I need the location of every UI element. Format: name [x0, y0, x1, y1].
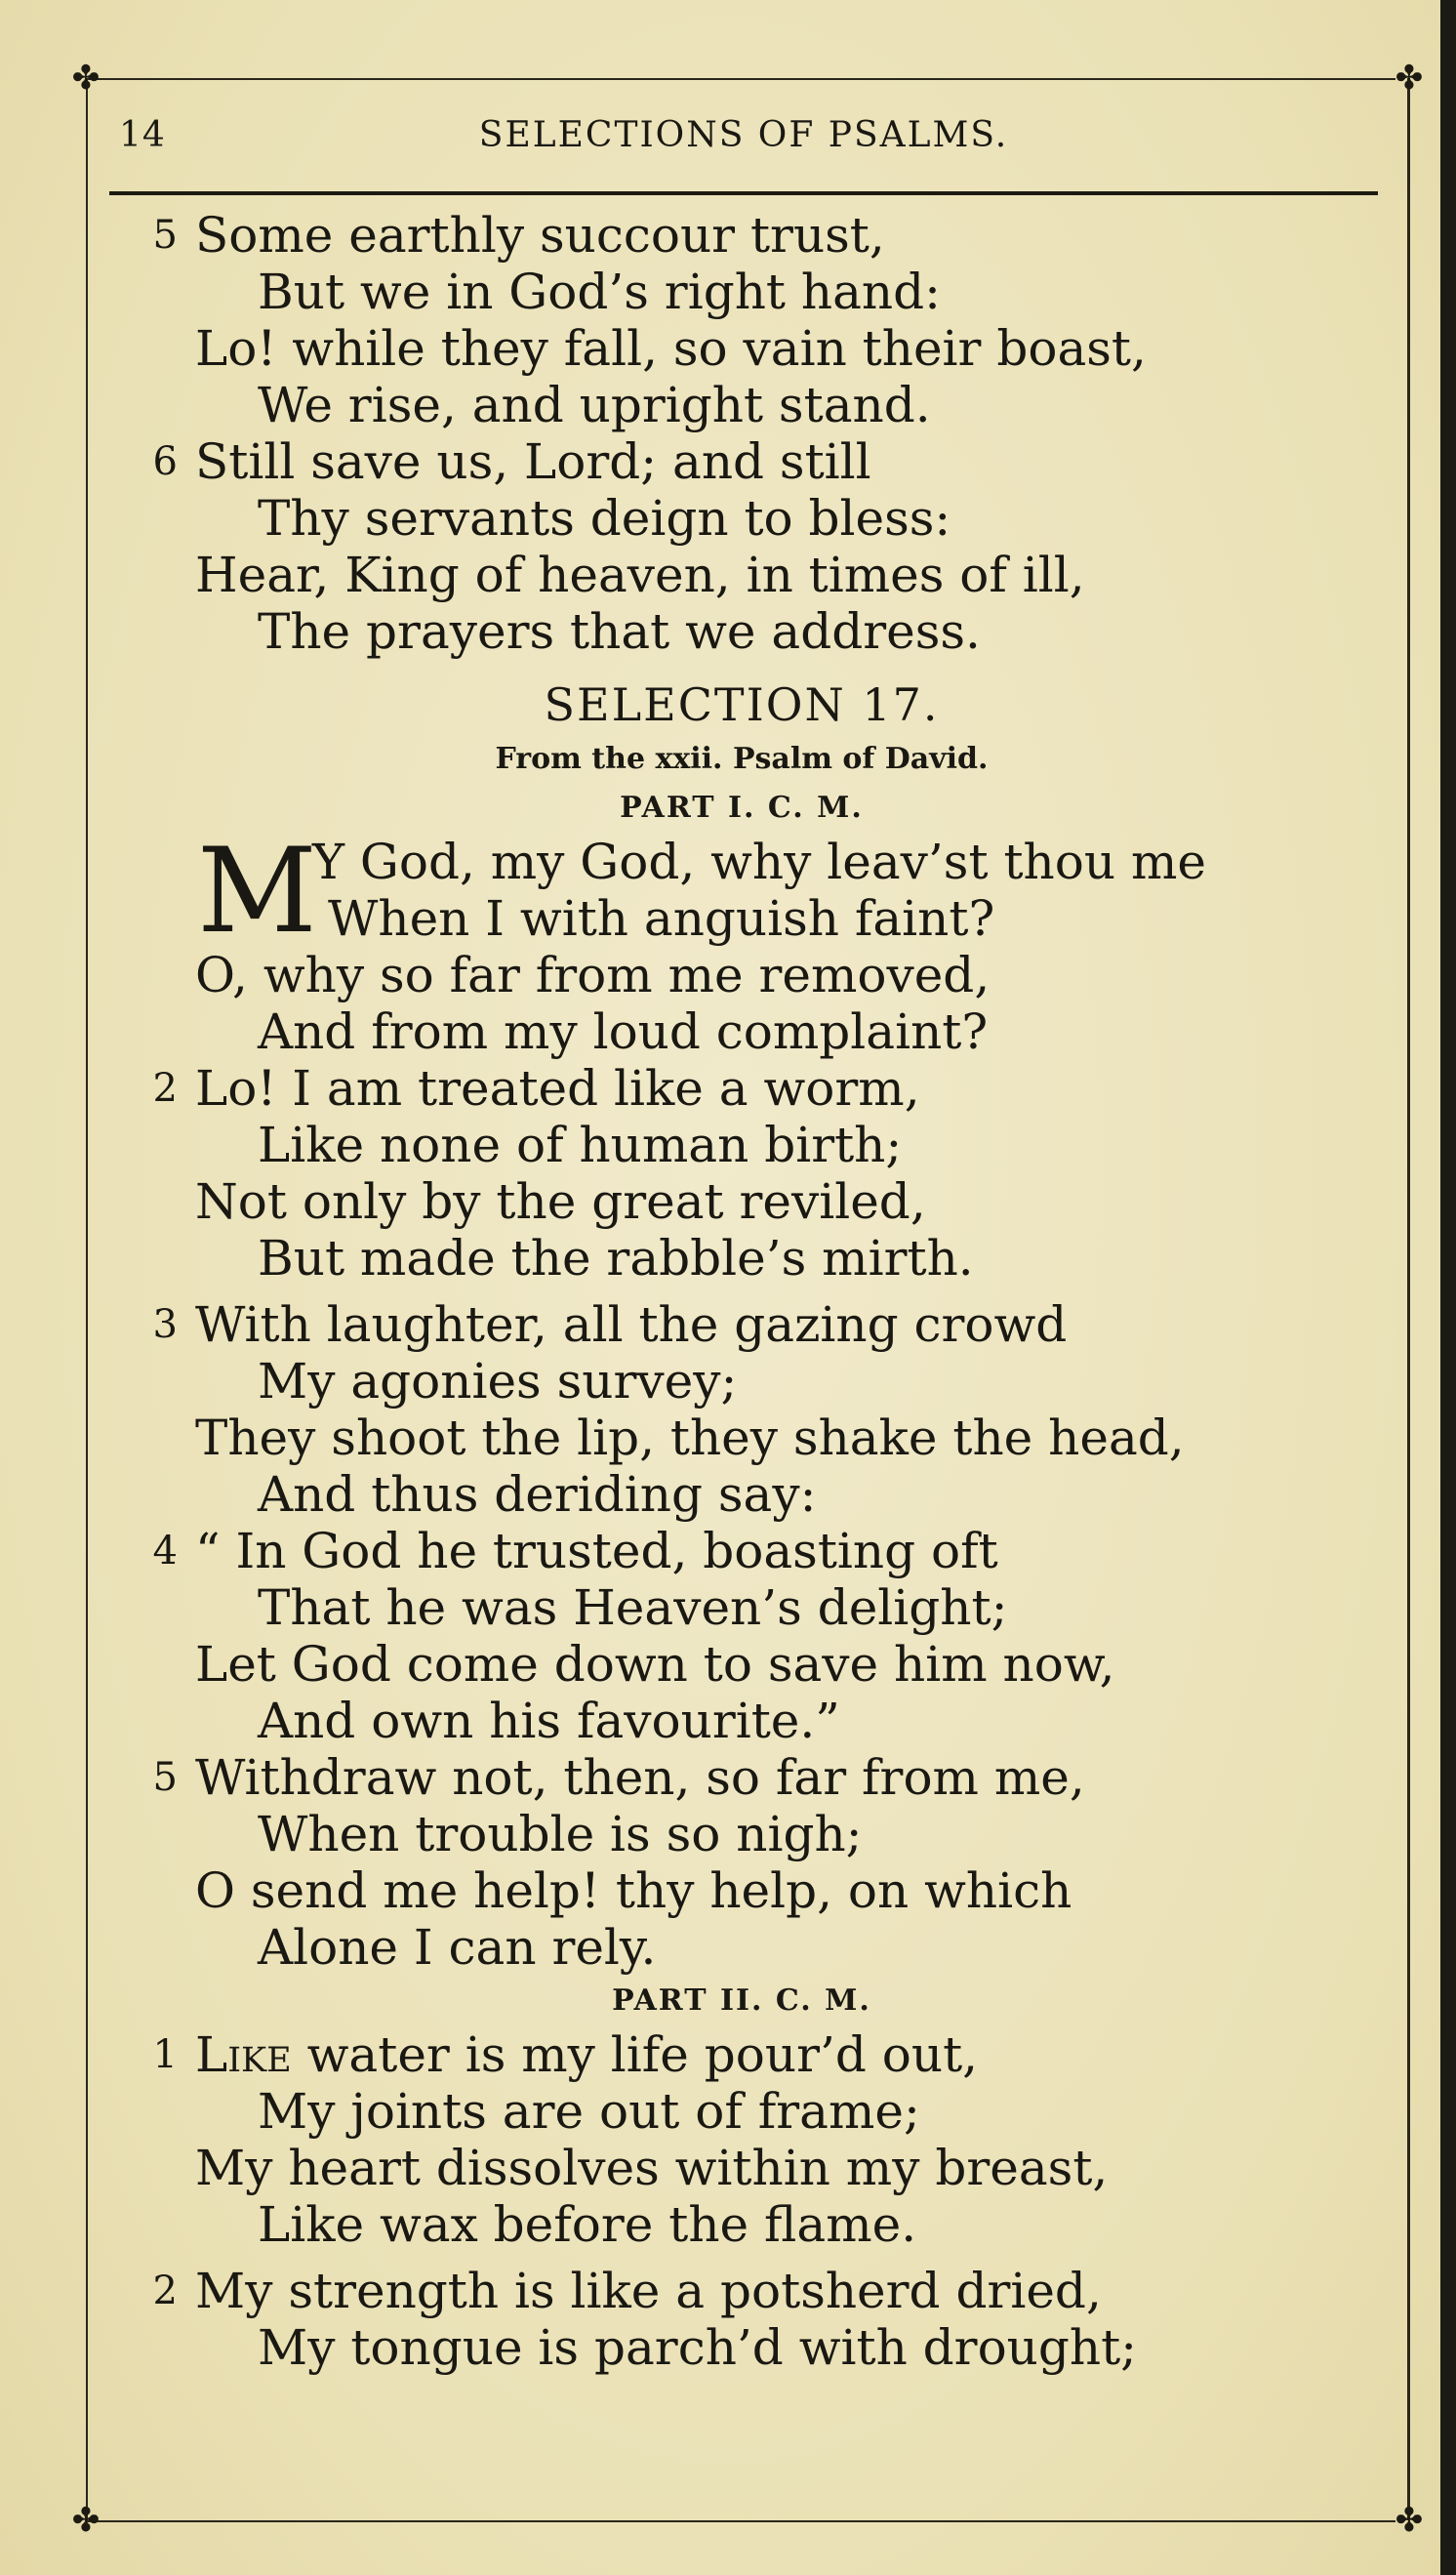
selection-subtitle: From the xxii. Psalm of David.: [495, 742, 989, 776]
verse-number: 5: [152, 213, 178, 258]
corner-ornament-icon: ✤: [1395, 2501, 1424, 2540]
verse-line: Alone I can rely.: [258, 1919, 657, 1976]
page-header: [109, 115, 1378, 170]
verse: [152, 433, 1288, 660]
verse-line: With laughter, all the gazing crowd: [195, 1296, 1068, 1353]
selection-title: SELECTION 17.: [544, 678, 940, 731]
verse: [195, 824, 1288, 1060]
small-caps-word: Like: [195, 2026, 292, 2083]
part-heading: PART I. C. M.: [620, 791, 864, 825]
header-rule: [109, 191, 1378, 195]
verse-number: 4: [152, 1529, 178, 1574]
verse-line: Like none of human birth;: [258, 1117, 903, 1173]
verse-line: O send me help! thy help, on which: [195, 1862, 1072, 1919]
right-border-rule: [1407, 78, 1410, 2520]
verse-number: 5: [152, 1755, 178, 1800]
corner-ornament-icon: ✤: [71, 2501, 101, 2540]
verse: [152, 1523, 1288, 1749]
verse-line: And thus deriding say:: [258, 1466, 817, 1523]
verse-line: Withdraw not, then, so far from me,: [195, 1749, 1085, 1806]
verse-line: My agonies survey;: [258, 1353, 738, 1410]
verse-line: Thy servants deign to bless:: [258, 490, 951, 547]
verse-line: When trouble is so nigh;: [258, 1806, 863, 1862]
verse-line: When I with anguish faint?: [328, 890, 995, 947]
verse-line: That he was Heaven’s delight;: [258, 1579, 1008, 1636]
verse-line: Some earthly succour trust,: [195, 207, 885, 264]
verse-line: And from my loud complaint?: [258, 1003, 989, 1060]
verse-number: 2: [152, 2268, 178, 2313]
verse-line: Hear, King of heaven, in times of ill,: [195, 547, 1085, 603]
verse-line: But we in God’s right hand:: [258, 264, 941, 320]
corner-ornament-icon: ✤: [1395, 59, 1424, 98]
verse: [152, 2026, 1288, 2253]
verse-line: Y God, my God, why leav’st thou me: [312, 834, 1206, 890]
verse-number: 2: [152, 1066, 178, 1111]
bottom-border-rule: [86, 2520, 1395, 2522]
verse: [152, 1060, 1288, 1287]
page-content: [152, 207, 1288, 2376]
verse-line: Lo! while they fall, so vain their boast,: [195, 320, 1147, 377]
verse: [152, 1296, 1288, 1523]
top-border-rule: [86, 78, 1395, 80]
verse-line: My joints are out of frame;: [258, 2083, 920, 2140]
verse-line: And own his favourite.”: [258, 1693, 840, 1749]
verse-line: The prayers that we address.: [258, 603, 981, 660]
verse: [152, 2263, 1288, 2376]
verse-line: “ In God he trusted, boasting oft: [195, 1523, 998, 1579]
verse-line: My heart dissolves within my breast,: [195, 2140, 1109, 2196]
verse-number: 6: [152, 439, 178, 484]
verse-line: My tongue is parch’d with drought;: [258, 2319, 1138, 2376]
corner-ornament-icon: ✤: [71, 59, 101, 98]
verse-line: My strength is like a potsherd dried,: [195, 2263, 1102, 2319]
verse-line: water is my life pour’d out,: [291, 2026, 979, 2083]
verse-number: 3: [152, 1302, 178, 1347]
part-heading: PART II. C. M.: [612, 1983, 871, 2018]
verse-line: They shoot the lip, they shake the head,: [195, 1410, 1185, 1466]
page-number: 14: [119, 115, 166, 155]
verse-line: Lo! I am treated like a worm,: [195, 1060, 920, 1117]
verse-number: 1: [152, 2032, 178, 2077]
verse-line: We rise, and upright stand.: [258, 377, 931, 433]
verse: [152, 1749, 1288, 1976]
verse-line: Let God come down to save him now,: [195, 1636, 1115, 1693]
verse-line: Still save us, Lord; and still: [195, 433, 871, 490]
drop-cap: M: [197, 824, 317, 960]
page-edge-shadow: [1440, 0, 1456, 2575]
left-border-rule: [86, 78, 88, 2520]
verse-line: Like wax before the flame.: [258, 2196, 917, 2253]
verse-line: O, why so far from me removed,: [195, 947, 991, 1003]
verse: [152, 207, 1288, 433]
running-title: SELECTIONS OF PSALMS.: [478, 115, 1009, 155]
verse-line: But made the rabble’s mirth.: [258, 1230, 974, 1287]
verse-line: Not only by the great reviled,: [195, 1173, 926, 1230]
